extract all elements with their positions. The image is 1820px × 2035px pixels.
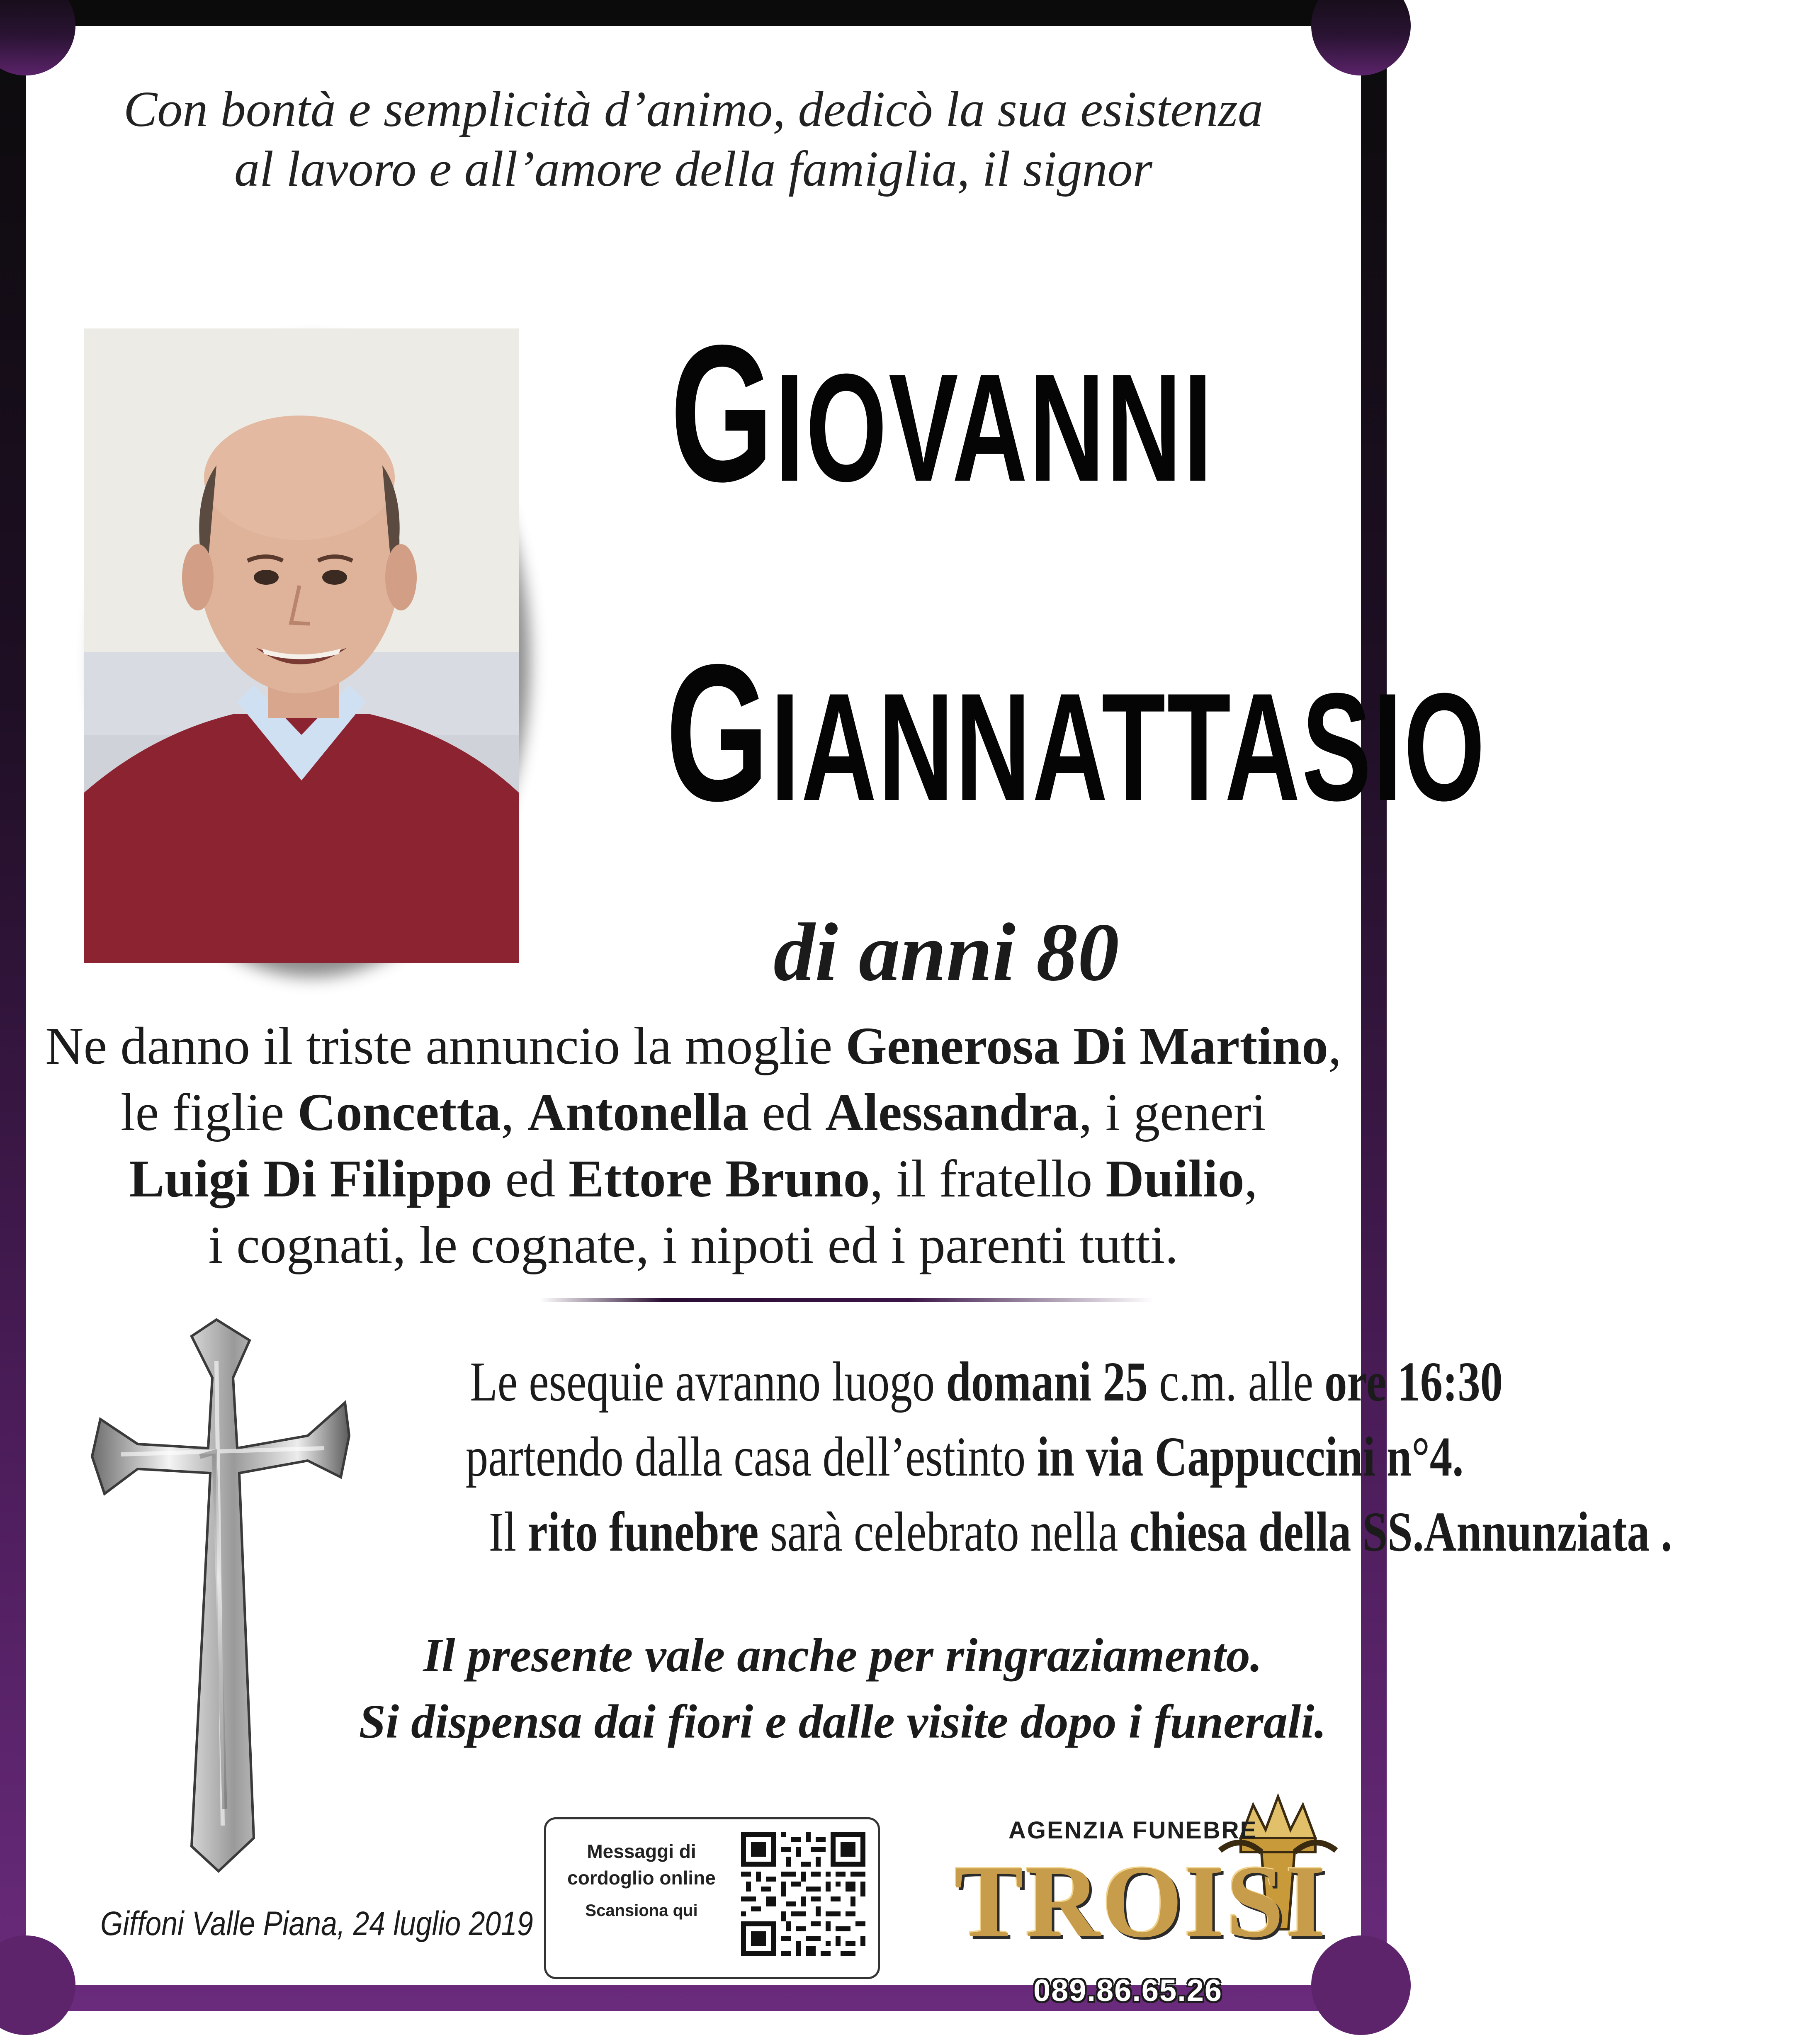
announcement-line-4: i cognati, le cognate, i nipoti ed i parenti tutti.	[208, 1216, 1179, 1274]
online-condolences-box[interactable]	[544, 1817, 880, 1979]
text-segment: le figlie	[120, 1083, 298, 1142]
text-segment: , il fratello	[870, 1149, 1106, 1208]
text-segment: ed	[492, 1149, 569, 1208]
corner-notch-top-right	[1311, 0, 1411, 75]
last-name-rest: IANNATTASIO	[770, 661, 1487, 833]
agency-phone[interactable]: 089.86.65.26	[1033, 1973, 1223, 2008]
funeral-date: domani 25	[946, 1351, 1148, 1413]
announcement-line-3	[26, 1145, 1361, 1212]
intro-line-1: Con bontà e semplicità d’animo, dedicò la sua esistenza	[123, 81, 1264, 137]
qr-caption-line-2: cordoglio online	[567, 1867, 716, 1889]
deceased-last-name	[666, 624, 1487, 841]
son-in-law-name: Luigi Di Filippo	[129, 1149, 492, 1208]
departure-address: in via Cappuccini n°4.	[1037, 1425, 1464, 1488]
rite-label: rito funebre	[527, 1500, 759, 1563]
corner-notch-top-left	[0, 0, 75, 75]
funeral-line-1	[470, 1345, 1503, 1420]
cross-icon	[75, 1311, 366, 1884]
announcement-line-1	[26, 1013, 1361, 1079]
text-segment: ,	[1244, 1149, 1258, 1208]
daughter-name: Concetta	[297, 1083, 501, 1142]
announcement-line-2	[26, 1079, 1361, 1145]
agency-name: TROISI	[955, 1844, 1328, 1959]
text-segment: partendo dalla casa dell’estinto	[465, 1425, 1037, 1488]
text-segment: ,	[501, 1083, 527, 1142]
funeral-agency-logo	[930, 1780, 1344, 2012]
daughter-name: Antonella	[527, 1083, 749, 1142]
text-segment: sarà celebrato nella	[758, 1500, 1130, 1563]
funeral-time: ore 16:30	[1324, 1351, 1503, 1413]
church-name: chiesa della SS.Annunziata .	[1129, 1500, 1672, 1563]
funeral-details	[341, 1345, 1672, 1570]
thanks-line-1: Il presente vale anche per ringraziamento.	[423, 1629, 1262, 1682]
wife-name: Generosa Di Martino	[846, 1016, 1328, 1075]
text-segment: ed	[748, 1083, 826, 1142]
text-segment: ,	[1328, 1016, 1341, 1075]
qr-code-icon[interactable]	[741, 1832, 865, 1956]
funeral-line-2	[466, 1420, 1464, 1495]
deceased-first-name	[666, 304, 1219, 522]
son-in-law-name: Ettore Bruno	[569, 1149, 870, 1208]
thanks-line-2: Si dispensa dai fiori e dalle visite dopo i funerali.	[359, 1695, 1327, 1749]
portrait-illustration	[84, 328, 519, 963]
age-text: di anni 80	[773, 907, 1119, 998]
qr-caption-line-1: Messaggi di	[587, 1840, 696, 1862]
thanks-notice	[341, 1622, 1344, 1755]
intro-line-2: al lavoro e all’amore della famiglia, il signor	[234, 141, 1152, 197]
first-name-rest: IOVANNI	[775, 342, 1214, 513]
intro-text	[26, 80, 1361, 199]
qr-caption	[554, 1838, 729, 1920]
last-name-initial: G	[666, 624, 771, 841]
agency-label: AGENZIA FUNEBRE	[1008, 1817, 1258, 1844]
daughter-name: Alessandra	[825, 1083, 1079, 1142]
brother-name: Duilio	[1106, 1149, 1244, 1208]
first-name-initial: G	[670, 304, 775, 522]
qr-caption-line-3: Scansiona qui	[585, 1901, 698, 1920]
portrait-photo	[84, 328, 519, 963]
announcement-block	[26, 1013, 1361, 1278]
place-and-date: Giffoni Valle Piana, 24 luglio 2019	[100, 1905, 533, 1943]
text-segment: c.m. alle	[1148, 1351, 1325, 1413]
section-divider	[540, 1298, 1154, 1302]
notice-paper	[26, 26, 1672, 2008]
text-segment: Le esequie avranno luogo	[470, 1351, 946, 1413]
text-segment: Ne danno il triste annuncio la moglie	[45, 1016, 846, 1075]
corner-notch-bottom-left	[0, 1935, 75, 2035]
text-segment: Il	[488, 1500, 528, 1563]
funeral-line-3	[489, 1495, 1672, 1570]
text-segment: , i generi	[1079, 1083, 1266, 1142]
